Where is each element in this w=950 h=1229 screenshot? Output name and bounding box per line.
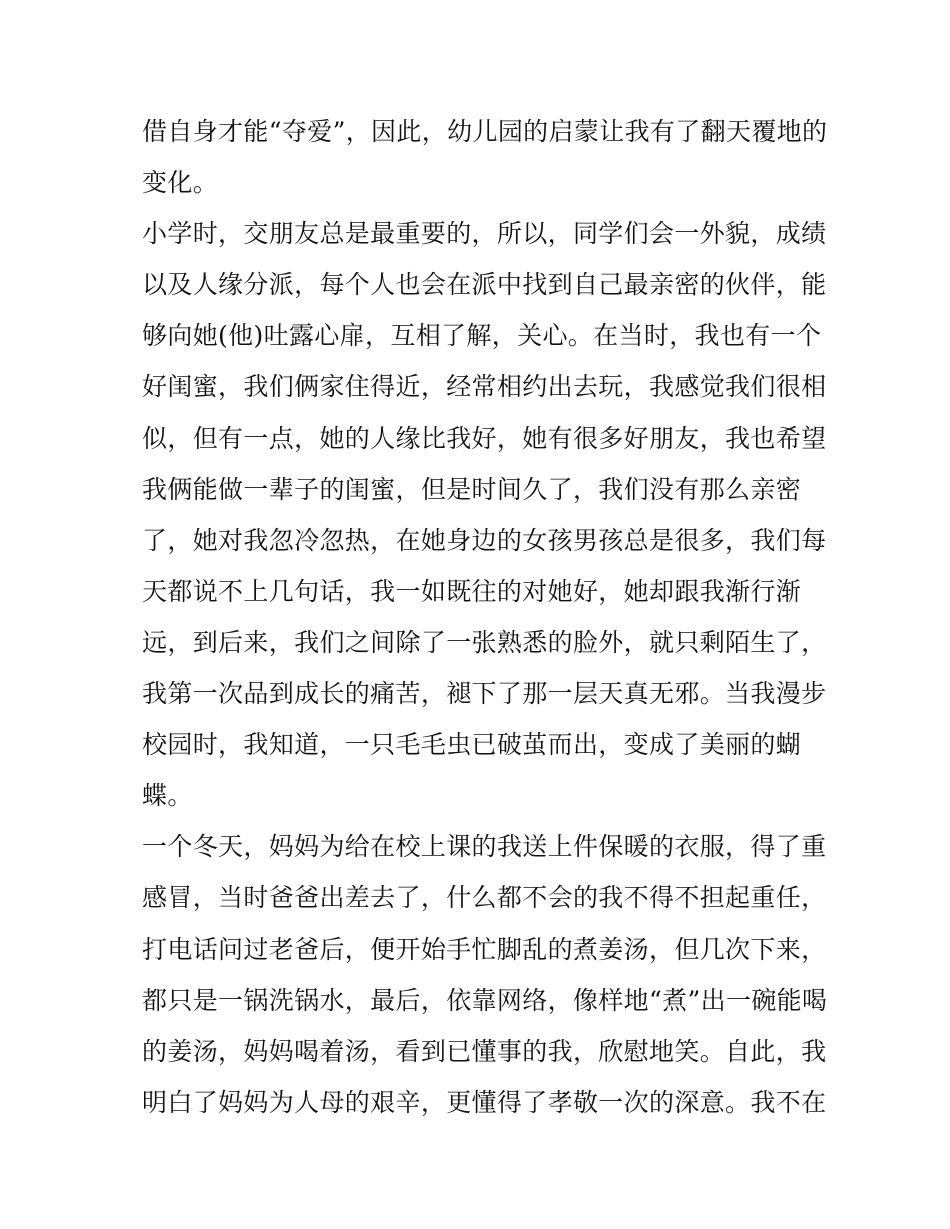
text-line: 感冒，当时爸爸出差去了，什么都不会的我不得不担起重任， (142, 883, 827, 913)
text-line: 明白了妈妈为人母的艰辛，更懂得了孝敬一次的深意。我不在 (142, 1087, 827, 1117)
text-line: 我第一次品到成长的痛苦，褪下了那一层天真无邪。当我漫步 (142, 679, 827, 709)
text-line: 够向她(他)吐露心扉，互相了解，关心。在当时，我也有一个 (142, 321, 822, 351)
text-line: 变化。 (142, 168, 219, 198)
text-line: 的姜汤，妈妈喝着汤，看到已懂事的我，欣慰地笑。自此，我 (142, 1036, 827, 1066)
text-line: 小学时，交朋友总是最重要的，所以，同学们会一外貌，成绩 (142, 219, 827, 249)
text-line: 好闺蜜，我们俩家住得近，经常相约出去玩，我感觉我们很相 (142, 372, 827, 402)
text-line: 校园时，我知道，一只毛毛虫已破茧而出，变成了美丽的蝴 (142, 730, 802, 760)
text-line: 我俩能做一辈子的闺蜜，但是时间久了，我们没有那么亲密 (142, 474, 802, 504)
text-line: 似，但有一点，她的人缘比我好，她有很多好朋友，我也希望 (142, 423, 827, 453)
text-line: 了，她对我忽冷忽热，在她身边的女孩男孩总是很多，我们每 (142, 525, 827, 555)
text-line: 远，到后来，我们之间除了一张熟悉的脸外，就只剩陌生了， (142, 627, 827, 657)
text-line: 蝶。 (142, 781, 193, 811)
text-line: 借自身才能“夺爱”，因此，幼儿园的启蒙让我有了翻天覆地的 (142, 117, 828, 146)
text-line: 打电话问过老爸后，便开始手忙脚乱的煮姜汤，但几次下来， (142, 934, 827, 964)
text-line: 都只是一锅洗锅水，最后，依靠网络，像样地“煮”出一碗能喝 (142, 985, 828, 1015)
body-text (142, 106, 828, 1128)
text-line: 天都说不上几句话，我一如既往的对她好，她却跟我渐行渐 (142, 576, 802, 606)
text-line: 以及人缘分派，每个人也会在派中找到自己最亲密的伙伴，能 (142, 270, 827, 300)
text-line: 一个冬天，妈妈为给在校上课的我送上件保暖的衣服，得了重 (142, 832, 827, 862)
